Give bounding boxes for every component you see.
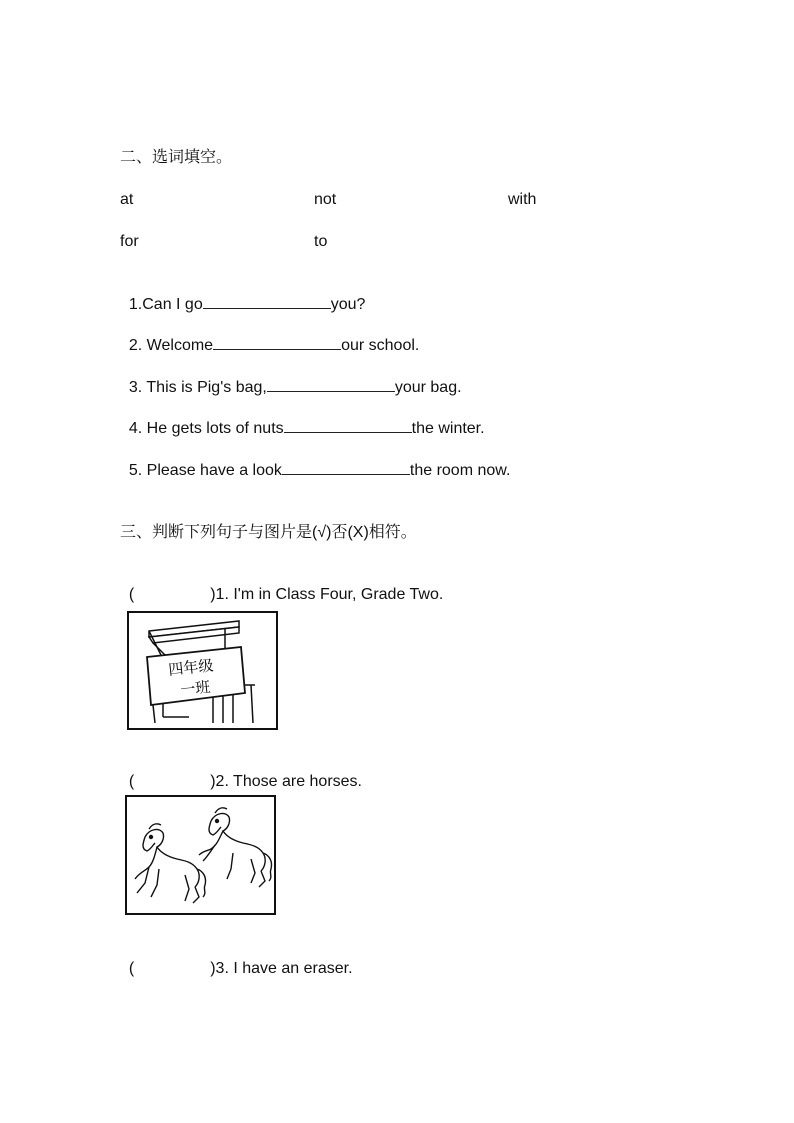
- word-bank-to: to: [314, 233, 328, 250]
- word-bank-at: at: [120, 191, 134, 208]
- word-bank-for: for: [120, 233, 139, 250]
- fill-item-1-before: 1.Can I go: [128, 296, 203, 313]
- fill-item-3-before: 3. This is Pig's bag,: [128, 379, 267, 396]
- judge-item-2: [120, 752, 362, 792]
- fill-item-4-before: 4. He gets lots of nuts: [128, 420, 284, 437]
- fill-item-4-blank[interactable]: [284, 418, 412, 433]
- section3-title: 三、判断下列句子与图片是(√)否(X)相符。: [120, 524, 417, 541]
- fill-item-3-after: your bag.: [394, 379, 462, 396]
- judge-item-3: [120, 939, 353, 979]
- fill-item-5-before: 5. Please have a look: [128, 462, 282, 479]
- fill-item-4: [120, 398, 485, 439]
- fill-item-3-blank[interactable]: [267, 377, 395, 392]
- judge-item-1-text: )1. I'm in Class Four, Grade Two.: [210, 586, 444, 603]
- word-bank-not: not: [314, 191, 337, 208]
- sign-leg-left: [153, 705, 155, 723]
- fill-item-2-blank[interactable]: [213, 335, 341, 350]
- sign-text-line2: 一班: [179, 677, 212, 699]
- sign-side-leg: [251, 685, 253, 723]
- fill-item-1-blank[interactable]: [203, 294, 331, 309]
- judge-item-3-paren: (: [128, 960, 135, 977]
- fill-item-2: [120, 315, 419, 356]
- fill-item-1-after: you?: [330, 296, 366, 313]
- judge-item-1-paren: (: [128, 586, 135, 603]
- judge-item-2-paren: (: [128, 773, 135, 790]
- word-bank-with: with: [508, 191, 537, 208]
- class-sign-drawing: [129, 613, 276, 728]
- sign-text-line1: 四年级: [167, 656, 215, 679]
- fill-item-4-after: the winter.: [411, 420, 485, 437]
- fill-item-5: [120, 440, 510, 481]
- judge-item-1: [120, 565, 443, 605]
- fill-item-5-blank[interactable]: [282, 460, 410, 475]
- section2-title: 二、选词填空。: [120, 149, 233, 166]
- judge-item-2-text: )2. Those are horses.: [210, 773, 362, 790]
- horse-right: [199, 808, 272, 887]
- horses-image: [125, 795, 276, 915]
- fill-item-1: [120, 274, 365, 315]
- horse-left: [135, 824, 206, 903]
- sign-brace-left-2: [153, 643, 165, 655]
- horses-drawing: [127, 797, 274, 913]
- judge-item-3-text: )3. I have an eraser.: [210, 960, 353, 977]
- class-sign-image: [127, 611, 278, 730]
- fill-item-5-after: the room now.: [409, 462, 511, 479]
- fill-item-2-before: 2. Welcome: [128, 337, 214, 354]
- fill-item-2-after: our school.: [341, 337, 420, 354]
- fill-item-3: [120, 357, 462, 398]
